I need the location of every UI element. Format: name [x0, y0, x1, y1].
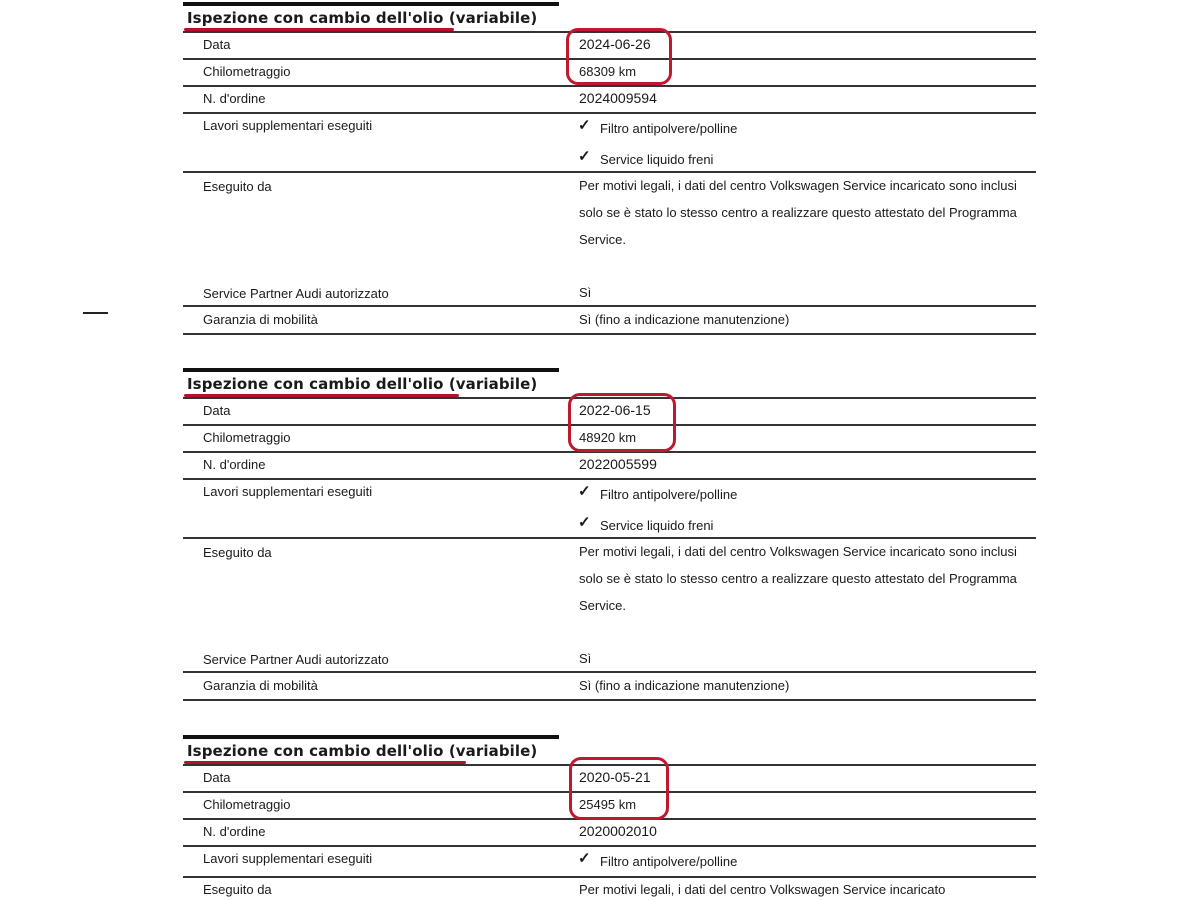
- value-date: 2022-06-15: [579, 402, 651, 418]
- row-divider: [183, 333, 1036, 335]
- row-divider: [183, 85, 1036, 87]
- row-divider: [183, 876, 1036, 878]
- value-extra-1: Filtro antipolvere/polline: [600, 487, 738, 502]
- label-partner: Service Partner Audi autorizzato: [203, 652, 389, 667]
- value-extra-1: Filtro antipolvere/polline: [600, 854, 738, 869]
- value-extra-2: Service liquido freni: [600, 518, 714, 533]
- row-divider: [183, 305, 1036, 307]
- value-order: 2020002010: [579, 823, 657, 839]
- label-km: Chilometraggio: [203, 797, 291, 812]
- check-icon: ✓: [578, 148, 591, 165]
- row-divider: [183, 478, 1036, 480]
- label-order: N. d'ordine: [203, 824, 266, 839]
- value-km: 25495 km: [579, 797, 637, 812]
- section-top-bar: [183, 2, 559, 6]
- label-mobility: Garanzia di mobilità: [203, 678, 318, 693]
- value-km: 48920 km: [579, 430, 637, 445]
- label-partner: Service Partner Audi autorizzato: [203, 286, 389, 301]
- value-partner: Sì: [579, 285, 592, 300]
- label-by: Eseguito da: [203, 179, 272, 194]
- value-partner: Sì: [579, 651, 592, 666]
- value-date: 2020-05-21: [579, 769, 651, 785]
- row-divider: [183, 112, 1036, 114]
- value-by-text: Per motivi legali, i dati del centro Volkswagen Service incaricato sono inclusi solo se è stato lo stesso centro a realizzare questo attestato del Programma Service.: [579, 544, 1017, 613]
- value-by-text: Per motivi legali, i dati del centro Volkswagen Service incaricato sono inclusi solo se è stato lo stesso centro a realizzare questo attestato del Programma Service.: [579, 178, 1017, 247]
- value-order: 2024009594: [579, 90, 657, 106]
- section-title: Ispezione con cambio dell'olio (variabile): [187, 375, 538, 393]
- label-data: Data: [203, 37, 231, 52]
- label-extra: Lavori supplementari eseguiti: [203, 484, 373, 499]
- label-order: N. d'ordine: [203, 91, 266, 106]
- section-top-bar: [183, 368, 559, 372]
- label-order: N. d'ordine: [203, 457, 266, 472]
- check-icon: ✓: [578, 483, 591, 500]
- section-title: Ispezione con cambio dell'olio (variabile): [187, 9, 538, 27]
- section-top-bar: [183, 735, 559, 739]
- label-mobility: Garanzia di mobilità: [203, 312, 318, 327]
- value-extra-2: Service liquido freni: [600, 152, 714, 167]
- margin-dash: [83, 312, 108, 314]
- value-extra-1: Filtro antipolvere/polline: [600, 121, 738, 136]
- value-mobility: Sì (fino a indicazione manutenzione): [579, 678, 790, 693]
- value-date: 2024-06-26: [579, 36, 651, 52]
- value-mobility: Sì (fino a indicazione manutenzione): [579, 312, 790, 327]
- label-km: Chilometraggio: [203, 64, 291, 79]
- label-by: Eseguito da: [203, 545, 272, 560]
- section-title: Ispezione con cambio dell'olio (variabile): [187, 742, 538, 760]
- row-divider: [183, 671, 1036, 673]
- highlight-circle-annotation: [568, 393, 676, 452]
- label-data: Data: [203, 770, 231, 785]
- highlight-circle-annotation: [569, 757, 669, 820]
- label-by: Eseguito da: [203, 882, 272, 897]
- check-icon: ✓: [578, 117, 591, 134]
- label-extra: Lavori supplementari eseguiti: [203, 118, 373, 133]
- value-by-text: Per motivi legali, i dati del centro Volkswagen Service incaricato: [579, 882, 946, 897]
- label-extra: Lavori supplementari eseguiti: [203, 851, 373, 866]
- highlight-circle-annotation: [566, 28, 672, 85]
- check-icon: ✓: [578, 514, 591, 531]
- value-km: 68309 km: [579, 64, 637, 79]
- row-divider: [183, 699, 1036, 701]
- value-order: 2022005599: [579, 456, 657, 472]
- check-icon: ✓: [578, 850, 591, 867]
- row-divider: [183, 845, 1036, 847]
- label-km: Chilometraggio: [203, 430, 291, 445]
- label-data: Data: [203, 403, 231, 418]
